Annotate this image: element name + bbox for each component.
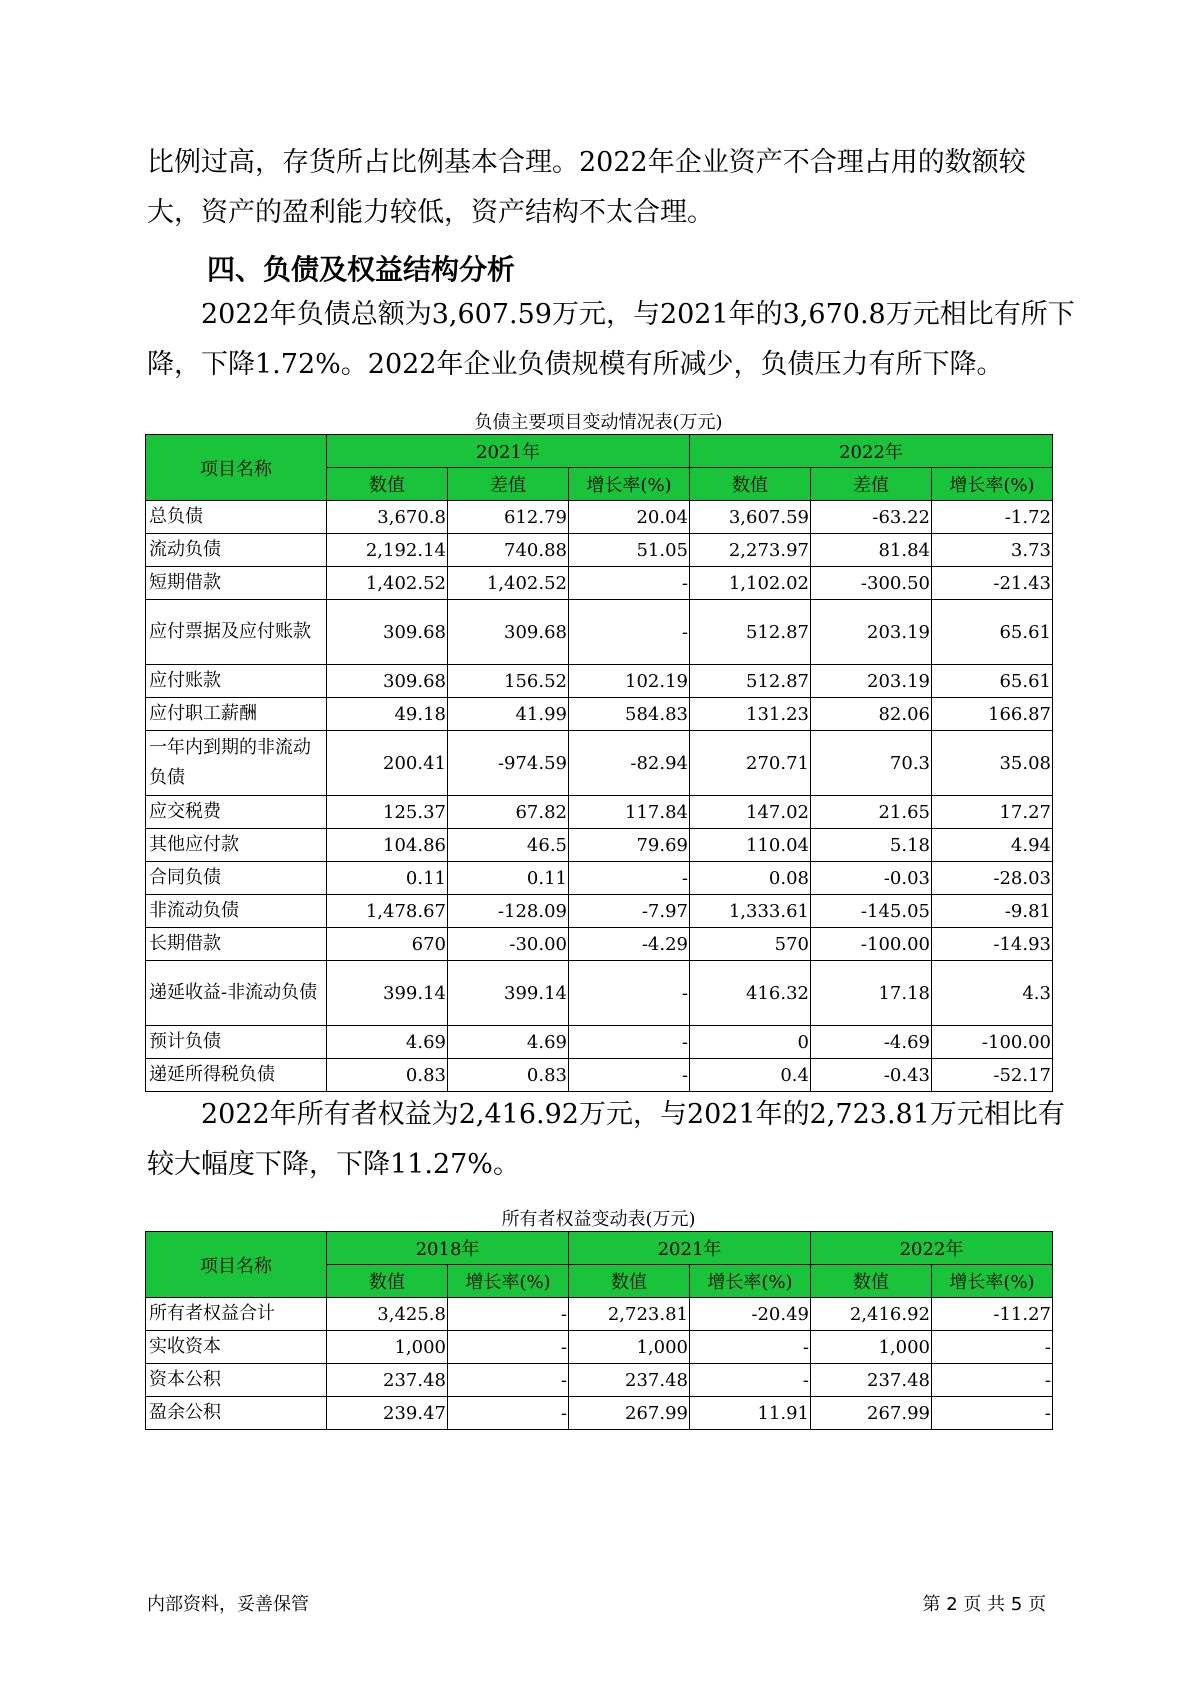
table-cell: -974.59 — [448, 731, 569, 796]
column-header: 数值 — [811, 1265, 932, 1298]
column-header: 数值 — [690, 468, 811, 501]
table-cell: - — [448, 1298, 569, 1331]
table-cell: 41.99 — [448, 698, 569, 731]
table-cell: 3,607.59 — [690, 501, 811, 534]
table-cell: -145.05 — [811, 895, 932, 928]
table-cell: 584.83 — [569, 698, 690, 731]
paragraph-line: 降，下降1.72%。2022年企业负债规模有所减少，负债压力有所下降。 — [147, 349, 1004, 380]
table-cell: -100.00 — [932, 1026, 1053, 1059]
table-cell: 65.61 — [932, 600, 1053, 665]
column-header: 差值 — [448, 468, 569, 501]
table-cell: -21.43 — [932, 567, 1053, 600]
table-row — [146, 829, 1053, 862]
table-cell: 51.05 — [569, 534, 690, 567]
table-cell: 309.68 — [448, 600, 569, 665]
table-cell: 237.48 — [327, 1364, 448, 1397]
row-label: 递延所得税负债 — [146, 1059, 327, 1092]
paragraph-line: 较大幅度下降，下降11.27%。 — [147, 1149, 520, 1180]
table-cell: 2,416.92 — [811, 1298, 932, 1331]
table-row — [146, 600, 1053, 665]
table-cell: 612.79 — [448, 501, 569, 534]
paragraph-line: 2022年所有者权益为2,416.92万元，与2021年的2,723.81万元相比有 — [201, 1099, 1065, 1130]
table-cell: 740.88 — [448, 534, 569, 567]
table-row — [146, 501, 1053, 534]
table-cell: -1.72 — [932, 501, 1053, 534]
table-cell: -128.09 — [448, 895, 569, 928]
table-cell: - — [569, 862, 690, 895]
table-cell: 0.83 — [327, 1059, 448, 1092]
table-cell: - — [448, 1397, 569, 1430]
table-cell: - — [690, 1364, 811, 1397]
table-row — [146, 731, 1053, 796]
table-row — [146, 928, 1053, 961]
table-cell: -14.93 — [932, 928, 1053, 961]
table-row — [146, 1059, 1053, 1092]
table-cell: 1,402.52 — [327, 567, 448, 600]
year-header: 2022年 — [811, 1232, 1053, 1265]
table-cell: 239.47 — [327, 1397, 448, 1430]
table-cell: 70.3 — [811, 731, 932, 796]
table-cell: 156.52 — [448, 665, 569, 698]
table-cell: 203.19 — [811, 600, 932, 665]
table-cell: 147.02 — [690, 796, 811, 829]
row-label: 一年内到期的非流动负债 — [146, 731, 327, 796]
table-cell: 3.73 — [932, 534, 1053, 567]
column-header: 增长率(%) — [932, 1265, 1053, 1298]
item-name-header: 项目名称 — [146, 435, 327, 501]
table-cell: - — [569, 1059, 690, 1092]
table-row — [146, 698, 1053, 731]
table-cell: 104.86 — [327, 829, 448, 862]
row-label: 盈余公积 — [146, 1397, 327, 1430]
table-cell: -4.29 — [569, 928, 690, 961]
paragraph-line: 大，资产的盈利能力较低，资产结构不太合理。 — [147, 197, 714, 228]
table-cell: 3,425.8 — [327, 1298, 448, 1331]
table-cell: 237.48 — [569, 1364, 690, 1397]
row-label: 流动负债 — [146, 534, 327, 567]
section-heading: 四、负债及权益结构分析 — [207, 253, 516, 286]
table-cell: 79.69 — [569, 829, 690, 862]
table-row — [146, 862, 1053, 895]
table-cell: -63.22 — [811, 501, 932, 534]
column-header: 差值 — [811, 468, 932, 501]
table-cell: 0.11 — [448, 862, 569, 895]
table-cell: 11.91 — [690, 1397, 811, 1430]
table-row — [146, 895, 1053, 928]
table-cell: 131.23 — [690, 698, 811, 731]
table-cell: 512.87 — [690, 665, 811, 698]
table-cell: 267.99 — [811, 1397, 932, 1430]
table-cell: 4.3 — [932, 961, 1053, 1026]
table-cell: 1,333.61 — [690, 895, 811, 928]
table-row — [146, 1298, 1053, 1331]
table-cell: - — [569, 567, 690, 600]
row-label: 总负债 — [146, 501, 327, 534]
table-cell: 1,000 — [327, 1331, 448, 1364]
row-label: 应付账款 — [146, 665, 327, 698]
table-cell: - — [448, 1331, 569, 1364]
table-cell: 399.14 — [448, 961, 569, 1026]
paragraph-equity-summary — [147, 1090, 1065, 1190]
table-cell: 0.4 — [690, 1059, 811, 1092]
column-header: 增长率(%) — [569, 468, 690, 501]
table-cell: 166.87 — [932, 698, 1053, 731]
table-cell: 5.18 — [811, 829, 932, 862]
row-label: 非流动负债 — [146, 895, 327, 928]
table-cell: -4.69 — [811, 1026, 932, 1059]
table-cell: -11.27 — [932, 1298, 1053, 1331]
year-header: 2018年 — [327, 1232, 569, 1265]
paragraph-line: 比例过高，存货所占比例基本合理。2022年企业资产不合理占用的数额较 — [147, 147, 1026, 178]
column-header: 增长率(%) — [690, 1265, 811, 1298]
table-cell: 17.18 — [811, 961, 932, 1026]
column-header: 数值 — [569, 1265, 690, 1298]
table-cell: - — [932, 1364, 1053, 1397]
column-header: 增长率(%) — [932, 468, 1053, 501]
table-row — [146, 534, 1053, 567]
table-cell: - — [932, 1331, 1053, 1364]
debt-table-caption: 负债主要项目变动情况表(万元) — [474, 412, 723, 433]
table-cell: 0 — [690, 1026, 811, 1059]
table-row — [146, 567, 1053, 600]
table-row — [146, 1397, 1053, 1430]
table-cell: -20.49 — [690, 1298, 811, 1331]
table-cell: 102.19 — [569, 665, 690, 698]
footer-page-number: 第 2 页 共 5 页 — [922, 1594, 1046, 1615]
table-cell: -7.97 — [569, 895, 690, 928]
table-cell: 570 — [690, 928, 811, 961]
table-cell: 2,723.81 — [569, 1298, 690, 1331]
table-cell: 1,102.02 — [690, 567, 811, 600]
table-cell: 117.84 — [569, 796, 690, 829]
table-row — [146, 1364, 1053, 1397]
table-cell: 1,478.67 — [327, 895, 448, 928]
table-cell: 3,670.8 — [327, 501, 448, 534]
debt-items-table — [145, 434, 1053, 1092]
table-cell: 0.83 — [448, 1059, 569, 1092]
table-cell: 67.82 — [448, 796, 569, 829]
row-label: 应付职工薪酬 — [146, 698, 327, 731]
table-cell: -0.03 — [811, 862, 932, 895]
table-cell: -52.17 — [932, 1059, 1053, 1092]
table-cell: -9.81 — [932, 895, 1053, 928]
table-cell: 49.18 — [327, 698, 448, 731]
row-label: 递延收益-非流动负债 — [146, 961, 327, 1026]
table-cell: 309.68 — [327, 600, 448, 665]
table-cell: -0.43 — [811, 1059, 932, 1092]
row-label: 其他应付款 — [146, 829, 327, 862]
table-cell: -30.00 — [448, 928, 569, 961]
table-cell: 203.19 — [811, 665, 932, 698]
table-cell: -100.00 — [811, 928, 932, 961]
table-cell: 4.69 — [327, 1026, 448, 1059]
table-cell: 2,273.97 — [690, 534, 811, 567]
table-cell: 82.06 — [811, 698, 932, 731]
table-cell: 237.48 — [811, 1364, 932, 1397]
table-cell: 1,402.52 — [448, 567, 569, 600]
table-cell: - — [448, 1364, 569, 1397]
table-cell: 2,192.14 — [327, 534, 448, 567]
table-cell: - — [932, 1397, 1053, 1430]
table-row — [146, 796, 1053, 829]
row-label: 应付票据及应付账款 — [146, 600, 327, 665]
table-cell: 35.08 — [932, 731, 1053, 796]
table-cell: -28.03 — [932, 862, 1053, 895]
table-cell: 21.65 — [811, 796, 932, 829]
table-cell: 125.37 — [327, 796, 448, 829]
table-row — [146, 961, 1053, 1026]
column-header: 数值 — [327, 468, 448, 501]
table-cell: 46.5 — [448, 829, 569, 862]
table-cell: 65.61 — [932, 665, 1053, 698]
equity-table-caption: 所有者权益变动表(万元) — [501, 1209, 696, 1230]
table-cell: -300.50 — [811, 567, 932, 600]
row-label: 合同负债 — [146, 862, 327, 895]
table-row — [146, 1331, 1053, 1364]
paragraph-line: 2022年负债总额为3,607.59万元，与2021年的3,670.8万元相比有所下 — [201, 299, 1075, 330]
paragraph-debt-summary — [147, 290, 1075, 390]
table-cell: 416.32 — [690, 961, 811, 1026]
table-cell: 81.84 — [811, 534, 932, 567]
table-cell: 110.04 — [690, 829, 811, 862]
row-label: 资本公积 — [146, 1364, 327, 1397]
table-cell: -82.94 — [569, 731, 690, 796]
footer-confidential-note: 内部资料，妥善保管 — [147, 1594, 309, 1615]
row-label: 短期借款 — [146, 567, 327, 600]
row-label: 预计负债 — [146, 1026, 327, 1059]
table-row — [146, 1026, 1053, 1059]
equity-change-table — [145, 1231, 1053, 1430]
column-header: 数值 — [327, 1265, 448, 1298]
paragraph-asset-conclusion — [147, 138, 1047, 238]
table-cell: 0.11 — [327, 862, 448, 895]
year-header: 2021年 — [327, 435, 690, 468]
row-label: 应交税费 — [146, 796, 327, 829]
table-cell: 1,000 — [569, 1331, 690, 1364]
row-label: 长期借款 — [146, 928, 327, 961]
table-cell: - — [569, 961, 690, 1026]
table-cell: 17.27 — [932, 796, 1053, 829]
table-cell: - — [569, 600, 690, 665]
row-label: 实收资本 — [146, 1331, 327, 1364]
table-cell: 309.68 — [327, 665, 448, 698]
table-cell: 670 — [327, 928, 448, 961]
table-cell: 4.94 — [932, 829, 1053, 862]
table-cell: 200.41 — [327, 731, 448, 796]
table-cell: - — [569, 1026, 690, 1059]
year-header: 2021年 — [569, 1232, 811, 1265]
table-cell: - — [690, 1331, 811, 1364]
item-name-header: 项目名称 — [146, 1232, 327, 1298]
table-cell: 20.04 — [569, 501, 690, 534]
table-cell: 267.99 — [569, 1397, 690, 1430]
table-cell: 0.08 — [690, 862, 811, 895]
table-cell: 270.71 — [690, 731, 811, 796]
table-cell: 4.69 — [448, 1026, 569, 1059]
table-cell: 1,000 — [811, 1331, 932, 1364]
table-cell: 399.14 — [327, 961, 448, 1026]
table-cell: 512.87 — [690, 600, 811, 665]
year-header: 2022年 — [690, 435, 1053, 468]
column-header: 增长率(%) — [448, 1265, 569, 1298]
table-row — [146, 665, 1053, 698]
row-label: 所有者权益合计 — [146, 1298, 327, 1331]
